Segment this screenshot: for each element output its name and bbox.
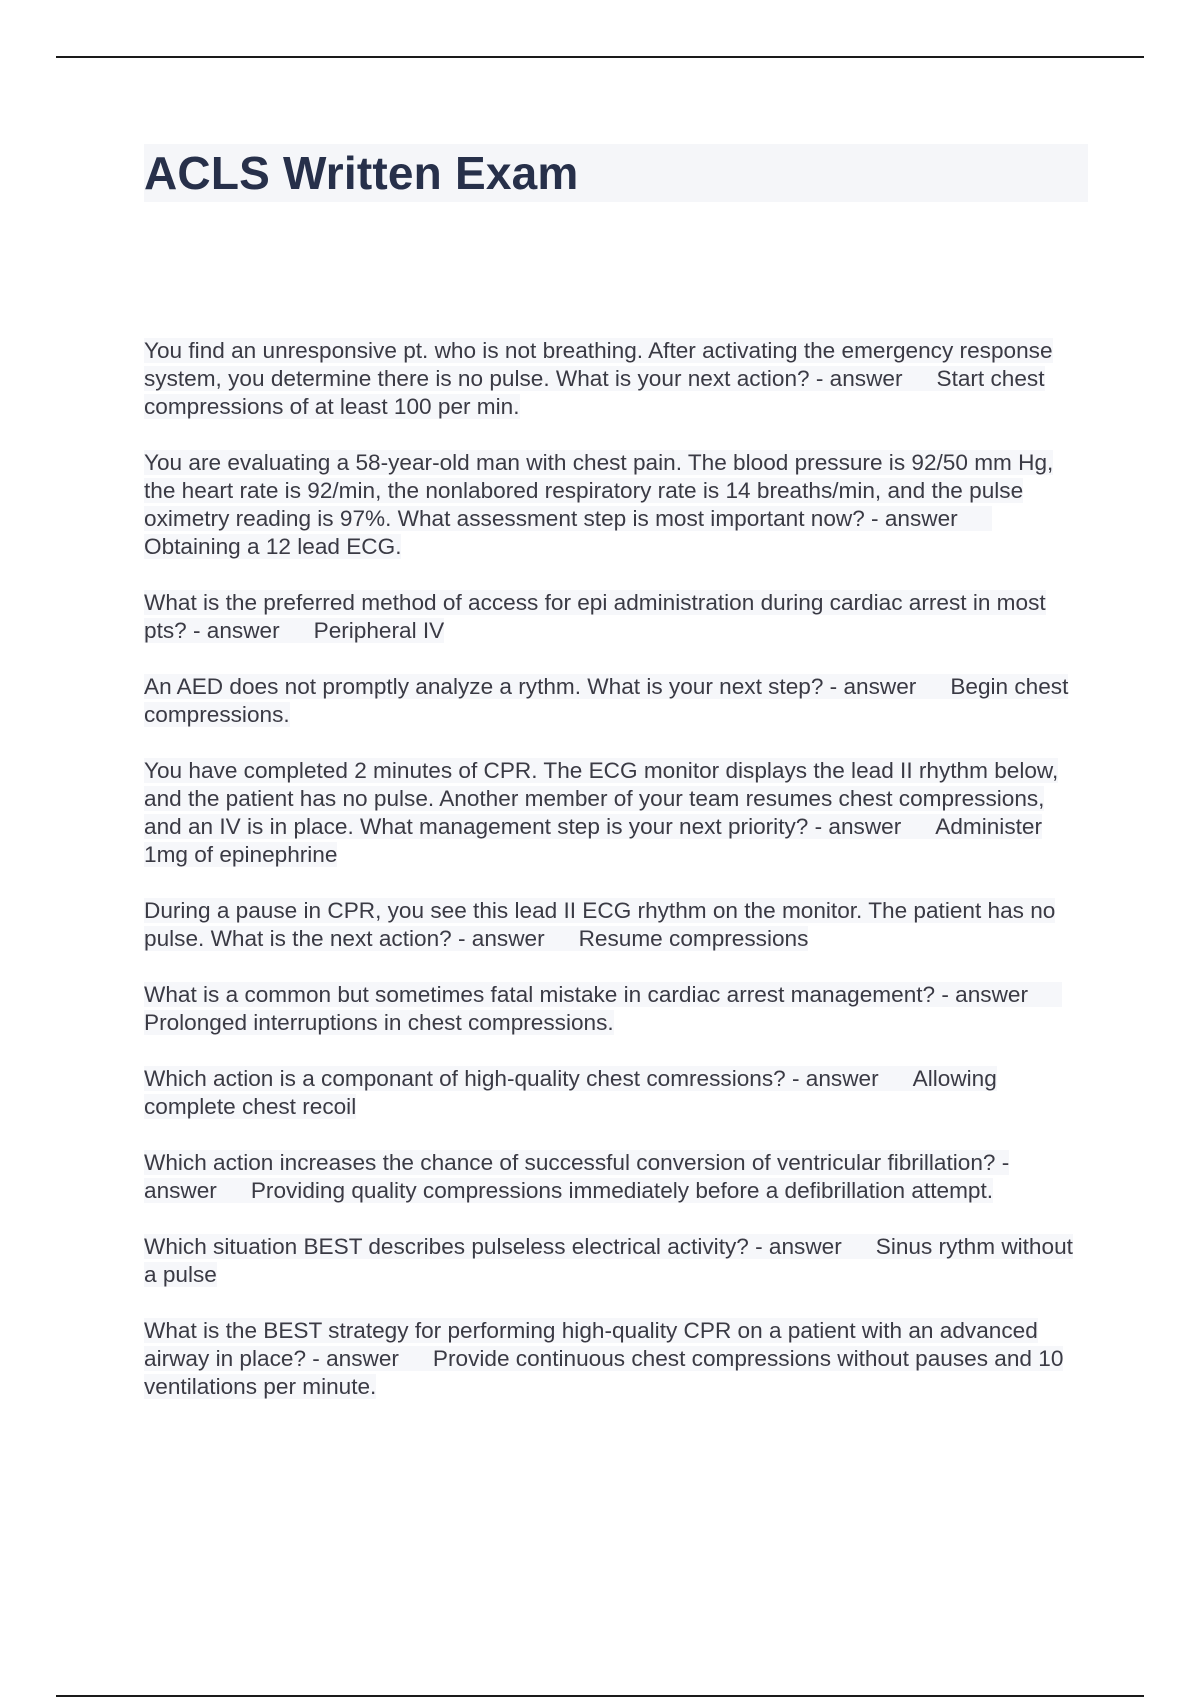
qa-item [144, 981, 1088, 1037]
answer-text: Prolonged interruptions in chest compressions. [144, 1010, 614, 1035]
answer-text: Provide continuous chest compressions without pauses and 10 ventilations per minute. [144, 1346, 1064, 1399]
answer-text: Resume compressions [578, 926, 809, 951]
answer-text: Administer 1mg of epinephrine [144, 814, 1042, 867]
qa-item [144, 897, 1088, 953]
question-text: What is a common but sometimes fatal mistake in cardiac arrest management? - answer [144, 982, 1029, 1007]
title-block [144, 144, 1088, 202]
question-text: Which situation BEST describes pulseless electrical activity? - answer [144, 1234, 842, 1259]
answer-text: Peripheral IV [313, 618, 445, 643]
question-text: What is the BEST strategy for performing high-quality CPR on a patient with an advanced airway in place? - answer [144, 1318, 1038, 1371]
question-text: An AED does not promptly analyze a rythm. What is your next step? - answer [144, 674, 917, 699]
question-text: Which action increases the chance of successful conversion of ventricular fibrillation? - answer [144, 1150, 1010, 1203]
qa-item [144, 589, 1088, 645]
qa-item [144, 1149, 1088, 1205]
top-rule [56, 56, 1144, 58]
question-text: Which action is a componant of high-quality chest comressions? - answer [144, 1066, 879, 1091]
answer-text: Begin chest compressions. [144, 674, 1069, 727]
qa-item [144, 757, 1088, 869]
qa-item [144, 1317, 1088, 1401]
question-text: During a pause in CPR, you see this lead II ECG rhythm on the monitor. The patient has no pulse. What is the next action? - answer [144, 898, 1056, 951]
qa-item [144, 1065, 1088, 1121]
qa-item [144, 449, 1088, 561]
answer-text: Obtaining a 12 lead ECG. [144, 534, 402, 559]
answer-text: Sinus rythm without a pulse [144, 1234, 1073, 1287]
qa-list [144, 337, 1088, 1429]
bottom-rule [56, 1695, 1144, 1697]
qa-item [144, 673, 1088, 729]
answer-text: Allowing complete chest recoil [144, 1066, 997, 1119]
answer-text: Providing quality compressions immediately before a defibrillation attempt. [250, 1178, 994, 1203]
qa-item [144, 337, 1088, 421]
page-title: ACLS Written Exam [144, 147, 579, 199]
qa-item [144, 1233, 1088, 1289]
question-text: You have completed 2 minutes of CPR. The ECG monitor displays the lead II rhythm below, and the patient has no pulse. Another member of your team resumes chest compressions, and an IV is in place. What management step is your next priority? - answer [144, 758, 1059, 839]
question-text: You find an unresponsive pt. who is not breathing. After activating the emergency response system, you determine there is no pulse. What is your next action? - answer [144, 338, 1053, 391]
answer-text: Start chest compressions of at least 100 per min. [144, 366, 1045, 419]
question-text: What is the preferred method of access for epi administration during cardiac arrest in most pts? - answer [144, 590, 1046, 643]
question-text: You are evaluating a 58-year-old man with chest pain. The blood pressure is 92/50 mm Hg, the heart rate is 92/min, the nonlabored respiratory rate is 14 breaths/min, and the pulse oximetry reading is 97%. What assessment step is most important now? - answer [144, 450, 1054, 531]
